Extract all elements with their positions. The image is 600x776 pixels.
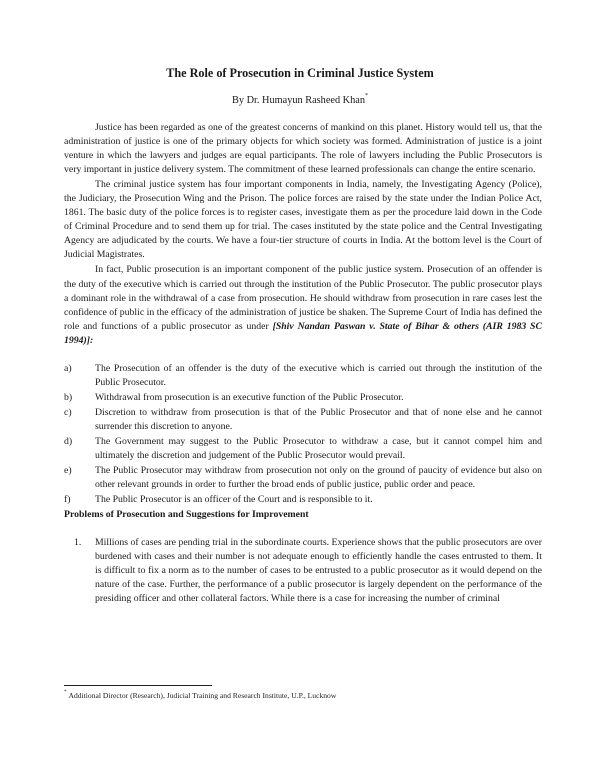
list-item-text: The Public Prosecutor is an officer of the Court and is responsible to it. bbox=[95, 494, 373, 506]
list-item-marker: c) bbox=[64, 406, 72, 418]
list-item-marker: e) bbox=[64, 465, 72, 477]
principles-list bbox=[64, 362, 542, 507]
list-item-text: The Public Prosecutor may withdraw from prosecution not only on the ground of paucity of evidence but also on other relevant grounds in order to further the broad ends of public justice, public order and peace. bbox=[95, 465, 542, 491]
footnote-marker: * bbox=[64, 690, 67, 695]
footnote-text: Additional Director (Research), Judicial Training and Research Institute, U.P., Lucknow bbox=[68, 691, 337, 700]
footnote-divider bbox=[64, 685, 212, 686]
paragraph-intro: Justice has been regarded as one of the greatest concerns of mankind on this planet. History would tell us, that the administration of justice is one of the primary objects for which society was formed. Administration of justice is a joint venture in which the lawyers and judges are equal participants. The role of lawyers including the Public Prosecutors is very important in justice delivery system. The commitment of these learned professionals can change the entire scenario. bbox=[64, 122, 542, 176]
list-item-marker: a) bbox=[64, 362, 72, 374]
paragraph-public-prosecution bbox=[64, 263, 542, 347]
list-item bbox=[64, 362, 542, 390]
author-name: By Dr. Humayun Rasheed Khan bbox=[232, 95, 365, 106]
list-item bbox=[64, 493, 542, 507]
list-item-marker: d) bbox=[64, 435, 73, 447]
list-item-text: Withdrawal from prosecution is an executive function of the Public Prosecutor. bbox=[95, 391, 404, 403]
problems-list bbox=[64, 536, 542, 606]
case-citation: [Shiv Nandan Paswan v. State of Bihar & others (AIR 1983 SC 1994)]: bbox=[64, 320, 542, 346]
author-footnote-marker: * bbox=[364, 93, 368, 99]
article-body bbox=[64, 121, 542, 607]
list-item bbox=[64, 406, 542, 434]
list-item-text: The Prosecution of an offender is the duty of the executive which is carried out through the institution of the Public Prosecutor. bbox=[95, 362, 542, 388]
list-item-text: Discretion to withdraw from prosecution is that of the Public Prosecutor and that of none else and he cannot surrender this discretion to anyone. bbox=[95, 406, 542, 432]
page-title: The Role of Prosecution in Criminal Justice System bbox=[166, 66, 434, 80]
list-item-marker: 1. bbox=[74, 537, 82, 549]
list-item bbox=[64, 435, 542, 463]
section-heading: Problems of Prosecution and Suggestions for Improvement bbox=[64, 509, 309, 521]
list-item-marker: f) bbox=[64, 494, 71, 506]
footnote bbox=[64, 691, 336, 700]
list-item-text: Millions of cases are pending trial in the subordinate courts. Experience shows that the public prosecutors are over burdened with cases and their number is not adequate enough to efficiently handle the cases entrusted to them. It is difficult to fix a norm as to the number of cases to be entrusted to a public prosecutor as it would depend on the nature of the case. Further, the performance of a public prosecutor is largely dependent on the performance of the presiding officer and other collateral factors. While there is a case for increasing the number of criminal bbox=[95, 537, 542, 605]
list-item bbox=[64, 391, 542, 405]
paragraph-public-prosecution-text: In fact, Public prosecution is an important component of the public justice system. Prosecution of an offender is the duty of the executive which is carried out through the institution of the Public Prosecutor. The public prosecutor plays a dominant role in the withdrawal of a case from prosecution. He should withdraw from prosecution in rare cases lest the confidence of public in the efficacy of the administration of justice be shaken. The Supreme Court of India has defined the role and functions of a public prosecutor as under bbox=[64, 264, 542, 332]
list-item bbox=[64, 536, 542, 606]
list-item bbox=[64, 464, 542, 492]
list-item-text: The Government may suggest to the Public Prosecutor to withdraw a case, but it cannot compel him and ultimately the discretion and judgement of the Public Prosecutor would prevail. bbox=[95, 435, 542, 462]
author-byline bbox=[0, 95, 600, 106]
paragraph-components: The criminal justice system has four important components in India, namely, the Investigating Agency (Police), the Judiciary, the Prosecution Wing and the Prison. The police forces are raised by the state under the Indian Police Act, 1861. The basic duty of the police forces is to register cases, investigate them as per the procedure laid down in the Code of Criminal Procedure and to send them up for trial. The cases instituted by the state police and the Central Investigating Agency are adjudicated by the courts. We have a four-tier structure of courts in India. At the bottom level is the Court of Judicial Magistrates. bbox=[64, 179, 542, 261]
list-item-marker: b) bbox=[64, 391, 73, 403]
